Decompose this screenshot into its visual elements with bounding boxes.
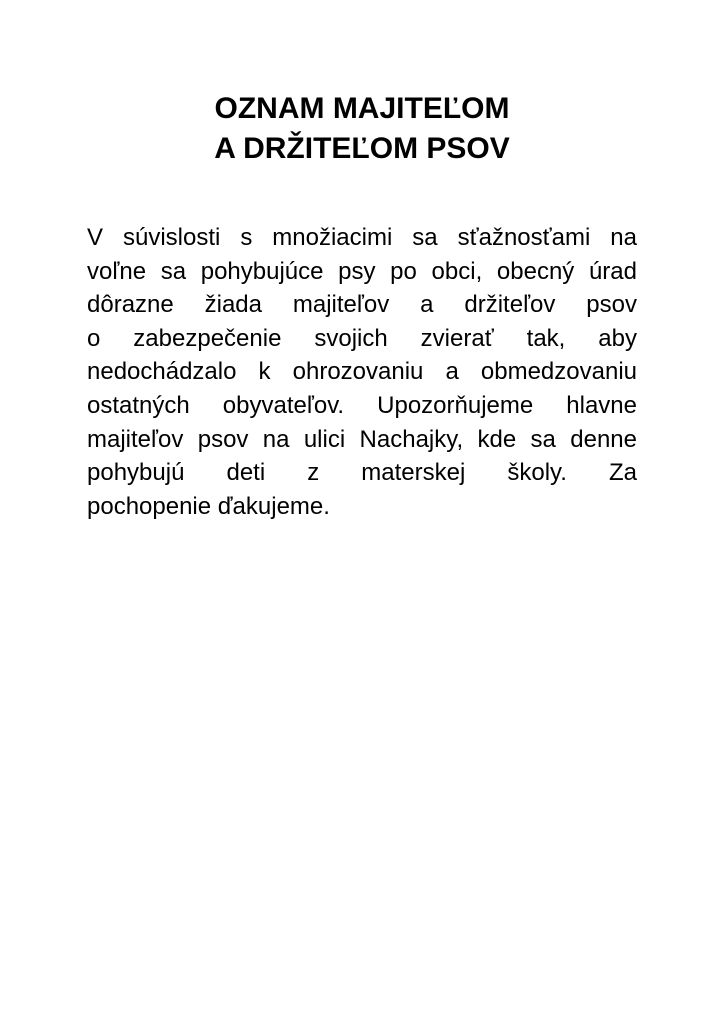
paragraph-line-5: nedochádzalo k ohrozovaniu a obmedzovaniu	[87, 358, 637, 386]
paragraph-line-8: pohybujú deti z materskej školy. Za	[87, 459, 637, 487]
paragraph-line-7: majiteľov psov na ulici Nachajky, kde sa denne	[87, 425, 637, 453]
paragraph-line-9: pochopenie ďakujeme.	[87, 492, 330, 520]
paragraph-line-1: V súvislosti s množiacimi sa sťažnosťami na	[87, 224, 637, 251]
title-line-1: OZNAM MAJITEĽOM	[214, 92, 510, 125]
title-line-2: A DRŽITEĽOM PSOV	[214, 132, 510, 165]
paragraph-line-4: o zabezpečenie svojich zvierať tak, aby	[87, 324, 637, 352]
paragraph-line-2: voľne sa pohybujúce psy po obci, obecný úrad	[87, 257, 637, 285]
paragraph-line-6: ostatných obyvateľov. Upozorňujeme hlavne	[87, 391, 637, 419]
paragraph-line-3: dôrazne žiada majiteľov a držiteľov psov	[87, 291, 637, 319]
notice-paragraph	[87, 221, 637, 523]
document-title	[0, 89, 724, 169]
